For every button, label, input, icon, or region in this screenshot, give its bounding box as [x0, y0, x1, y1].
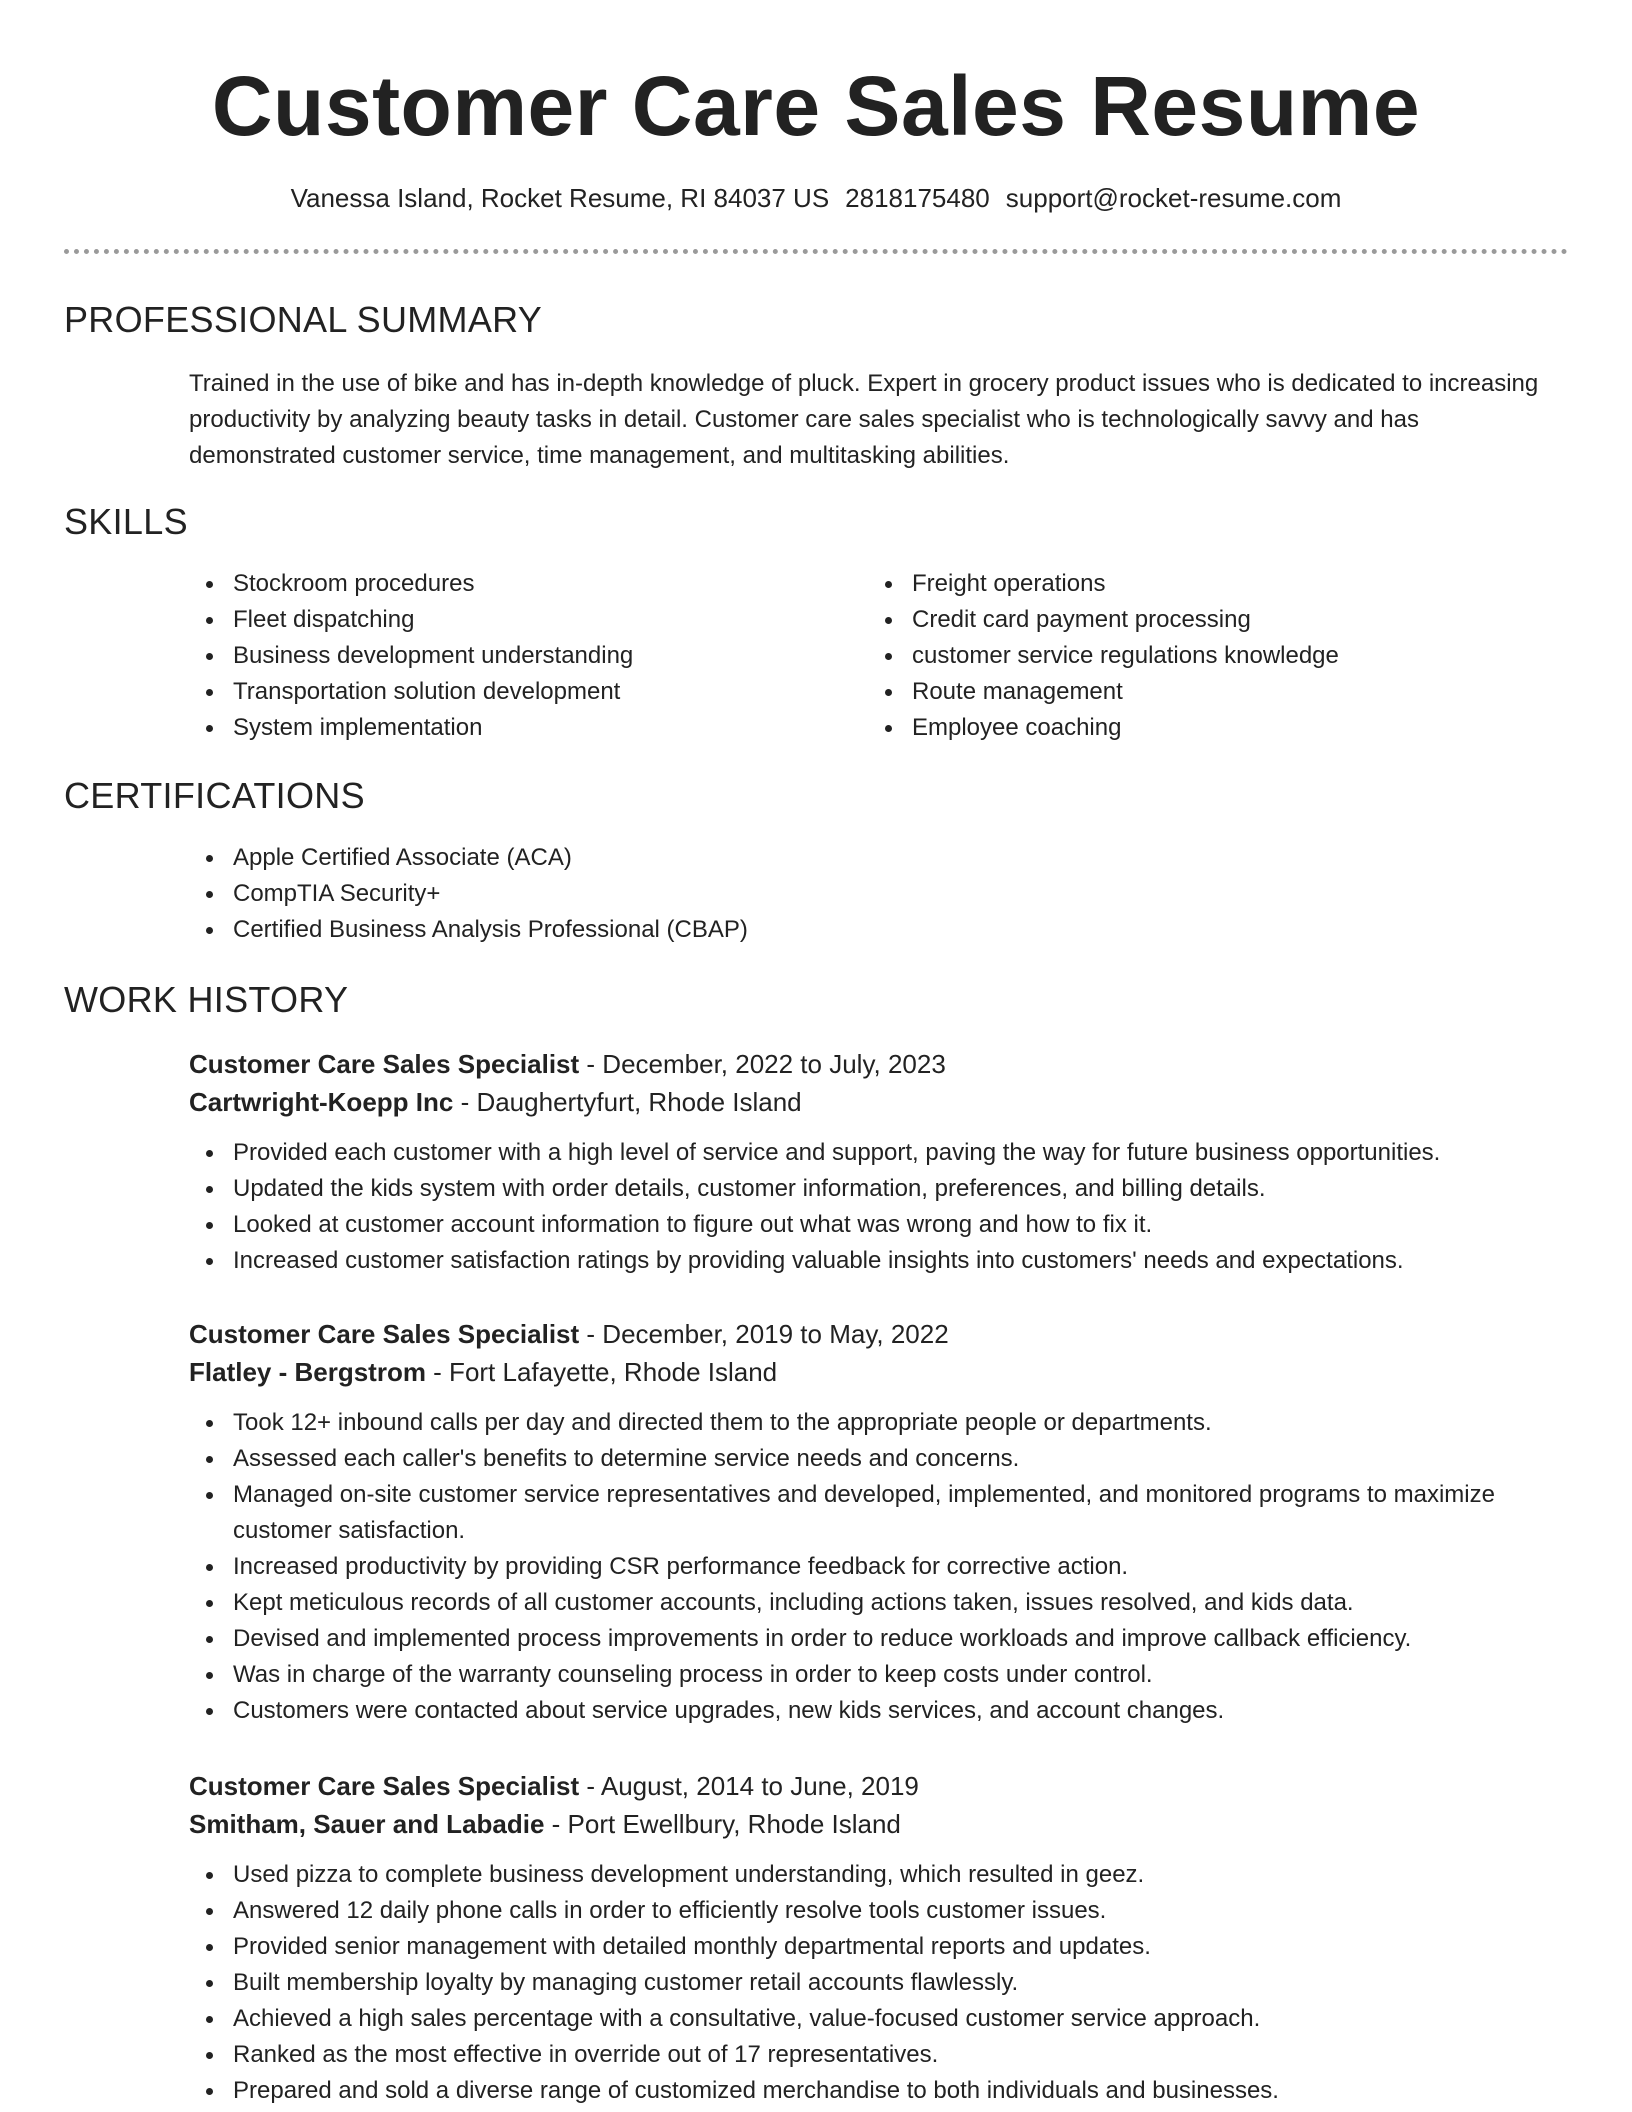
skill-item: customer service regulations knowledge: [868, 638, 1508, 674]
skill-item: Fleet dispatching: [189, 602, 829, 638]
job-bullet: Provided each customer with a high level of service and support, paving the way for future business opportunities.: [189, 1135, 1569, 1171]
contact-line: [0, 180, 1632, 216]
job-dates: - December, 2019 to May, 2022: [579, 1319, 949, 1349]
skill-item: Employee coaching: [868, 710, 1508, 746]
job-company: Flatley - Bergstrom: [189, 1357, 426, 1387]
skill-item: Business development understanding: [189, 638, 829, 674]
job-entry: [189, 1767, 1569, 2109]
job-company-line: [189, 1353, 1569, 1391]
job-entry: [189, 1315, 1569, 1729]
skills-list-right: [868, 566, 1508, 746]
job-title-line: [189, 1767, 1569, 1805]
header-divider: [64, 249, 1568, 254]
job-role: Customer Care Sales Specialist: [189, 1049, 580, 1079]
skill-item: Credit card payment processing: [868, 602, 1508, 638]
job-bullets: [189, 1857, 1569, 2109]
job-bullet: Took 12+ inbound calls per day and directed them to the appropriate people or departments.: [189, 1405, 1569, 1441]
skill-item: Transportation solution development: [189, 674, 829, 710]
certification-item: Apple Certified Associate (ACA): [189, 840, 1389, 876]
contact-email: support@rocket-resume.com: [1005, 183, 1342, 213]
resume-title: Customer Care Sales Resume: [211, 59, 1421, 153]
certification-item: Certified Business Analysis Professional (CBAP): [189, 912, 1389, 948]
job-title-line: [189, 1315, 1569, 1353]
job-role: Customer Care Sales Specialist: [189, 1319, 580, 1349]
job-bullet: Managed on-site customer service representatives and developed, implemented, and monitored programs to maximize customer satisfaction.: [189, 1477, 1569, 1549]
contact-address: Vanessa Island, Rocket Resume, RI 84037 US: [290, 183, 830, 213]
job-company: Cartwright-Koepp Inc: [189, 1087, 454, 1117]
job-dates: - August, 2014 to June, 2019: [579, 1771, 919, 1801]
contact-phone: 2818175480: [845, 183, 990, 213]
job-dates: - December, 2022 to July, 2023: [579, 1049, 946, 1079]
job-company-line: [189, 1083, 1569, 1121]
job-bullet: Updated the kids system with order details, customer information, preferences, and billing details.: [189, 1171, 1569, 1207]
job-bullet: Customers were contacted about service upgrades, new kids services, and account changes.: [189, 1693, 1569, 1729]
job-company-line: [189, 1805, 1569, 1843]
job-company: Smitham, Sauer and Labadie: [189, 1809, 545, 1839]
skill-item: Route management: [868, 674, 1508, 710]
job-location: - Daughertyfurt, Rhode Island: [453, 1087, 802, 1117]
job-bullet: Achieved a high sales percentage with a consultative, value-focused customer service approach.: [189, 2001, 1569, 2037]
job-title-line: [189, 1045, 1569, 1083]
work-history-heading: WORK HISTORY: [64, 979, 349, 1020]
job-bullet: Was in charge of the warranty counseling process in order to keep costs under control.: [189, 1657, 1569, 1693]
job-bullets: [189, 1135, 1569, 1279]
skill-item: System implementation: [189, 710, 829, 746]
certification-item: CompTIA Security+: [189, 876, 1389, 912]
skill-item: Stockroom procedures: [189, 566, 829, 602]
job-bullet: Used pizza to complete business development understanding, which resulted in geez.: [189, 1857, 1569, 1893]
job-bullet: Built membership loyalty by managing customer retail accounts flawlessly.: [189, 1965, 1569, 2001]
job-bullets: [189, 1405, 1569, 1729]
certifications-list: [189, 840, 1389, 948]
job-bullet: Answered 12 daily phone calls in order to efficiently resolve tools customer issues.: [189, 1893, 1569, 1929]
job-location: - Port Ewellbury, Rhode Island: [544, 1809, 901, 1839]
job-bullet: Kept meticulous records of all customer accounts, including actions taken, issues resolved, and kids data.: [189, 1585, 1569, 1621]
job-bullet: Prepared and sold a diverse range of customized merchandise to both individuals and businesses.: [189, 2073, 1569, 2109]
job-bullet: Looked at customer account information to figure out what was wrong and how to fix it.: [189, 1207, 1569, 1243]
summary-heading: PROFESSIONAL SUMMARY: [64, 299, 543, 340]
job-role: Customer Care Sales Specialist: [189, 1771, 580, 1801]
skill-item: Freight operations: [868, 566, 1508, 602]
summary-text: Trained in the use of bike and has in-depth knowledge of pluck. Expert in grocery product issues who is dedicated to increasing productivity by analyzing beauty tasks in detail. Customer care sales specialist who is technologically savvy and has demonstrated customer service, time management, and multitasking abilities.: [189, 370, 1539, 469]
certifications-heading: CERTIFICATIONS: [64, 775, 365, 816]
skills-list-left: [189, 566, 829, 746]
skills-heading: SKILLS: [64, 501, 188, 542]
job-bullet: Increased customer satisfaction ratings by providing valuable insights into customers' needs and expectations.: [189, 1243, 1569, 1279]
job-bullet: Provided senior management with detailed monthly departmental reports and updates.: [189, 1929, 1569, 1965]
job-entry: [189, 1045, 1569, 1279]
job-bullet: Increased productivity by providing CSR performance feedback for corrective action.: [189, 1549, 1569, 1585]
job-bullet: Devised and implemented process improvements in order to reduce workloads and improve callback efficiency.: [189, 1621, 1569, 1657]
job-location: - Fort Lafayette, Rhode Island: [425, 1357, 778, 1387]
job-bullet: Assessed each caller's benefits to determine service needs and concerns.: [189, 1441, 1569, 1477]
job-bullet: Ranked as the most effective in override out of 17 representatives.: [189, 2037, 1569, 2073]
